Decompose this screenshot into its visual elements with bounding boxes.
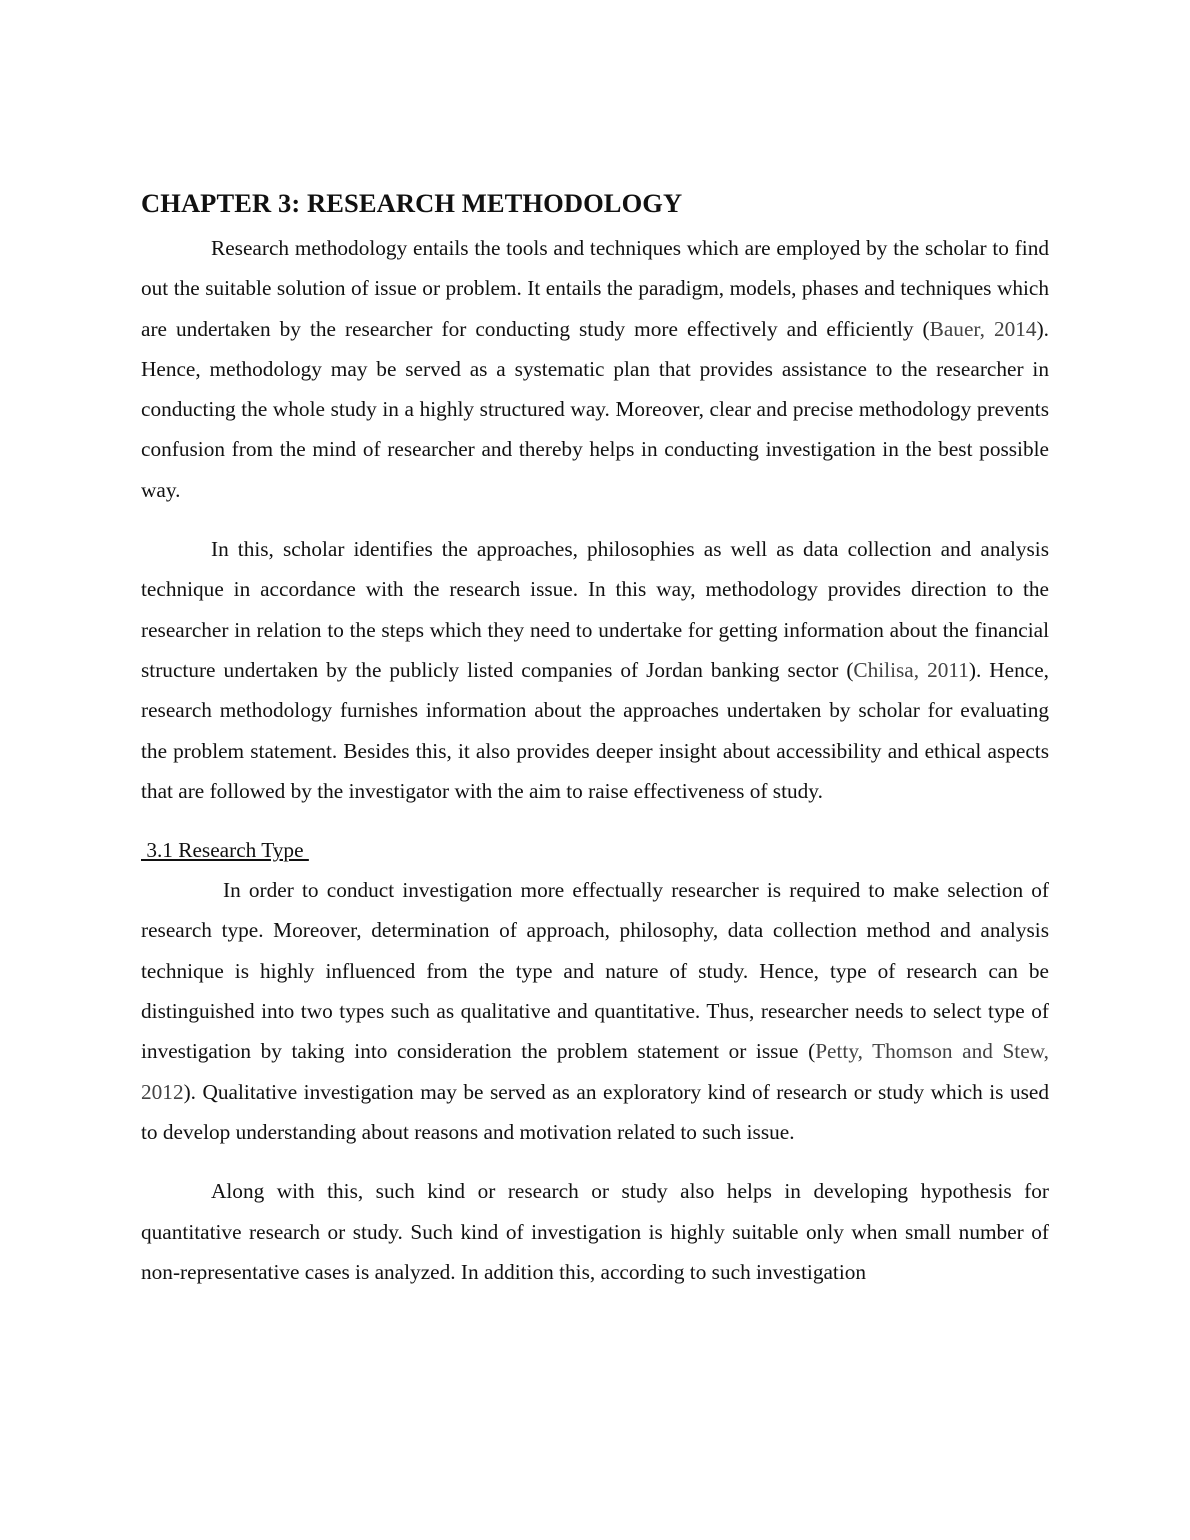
paragraph-text: ). Hence, methodology may be served as a systematic plan that provides assistance to the researcher in conducting the whole study in a highly structured way. Moreover, clear and precise methodology prevents confusion from the mind of researcher and thereby helps in conducting investigation in the best possible way. [141,316,1049,502]
section-heading-research-type: 3.1 Research Type [141,838,309,863]
paragraph-text: ). Hence, research methodology furnishes information about the approaches undertaken by scholar for evaluating the problem statement. Besides this, it also provides deeper insight about accessibility and ethical aspects that are followed by the investigator with the aim to raise effectiveness of study. [141,657,1049,803]
paragraph-intro [141,228,1049,510]
paragraph-text: In this, scholar identifies the approaches, philosophies as well as data collection and analysis technique in accordance with the research issue. In this way, methodology provides direction to the researcher in relation to the steps which they need to undertake for getting information about the financial structure undertaken by the publicly listed companies of Jordan banking sector ( [141,537,1049,682]
paragraph-text: In order to conduct investigation more effectually researcher is required to make selection of research type. Moreover, determination of approach, philosophy, data collection method and analysis technique is highly influenced from the type and nature of study. Hence, type of research can be distinguished into two types such as qualitative and quantitative. Thus, researcher needs to select type of investigation by taking into consideration the problem statement or issue ( [141,878,1049,1064]
citation-chilisa: Chilisa, 2011 [853,657,969,682]
chapter-title: CHAPTER 3: RESEARCH METHODOLOGY [141,188,683,218]
document-page [141,186,1049,1292]
paragraph-text: Research methodology entails the tools and techniques which are employed by the scholar to find out the suitable solution of issue or problem. It entails the paradigm, models, phases and techniques which are undertaken by the researcher for conducting study more effectively and efficiently ( [141,236,1049,341]
citation-bauer: Bauer, 2014 [929,316,1037,341]
paragraph-spacer [141,1152,1049,1171]
paragraph-hypothesis: Along with this, such kind or research or study also helps in developing hypothesis for quantitative research or study. Such kind of investigation is highly suitable only when small number of non-representative cases is analyzed. In addition this, according to such investigation [141,1179,1049,1284]
paragraph-approaches [141,529,1049,811]
paragraph-spacer [141,811,1049,830]
citation-petty: Petty, Thomson and Stew, 2012 [141,1039,1049,1104]
paragraph-spacer [141,510,1049,529]
paragraph-text: ). Qualitative investigation may be served as an exploratory kind of research or study which is used to develop understanding about reasons and motivation related to such issue. [141,1079,1049,1144]
paragraph-research-type [141,870,1049,1152]
